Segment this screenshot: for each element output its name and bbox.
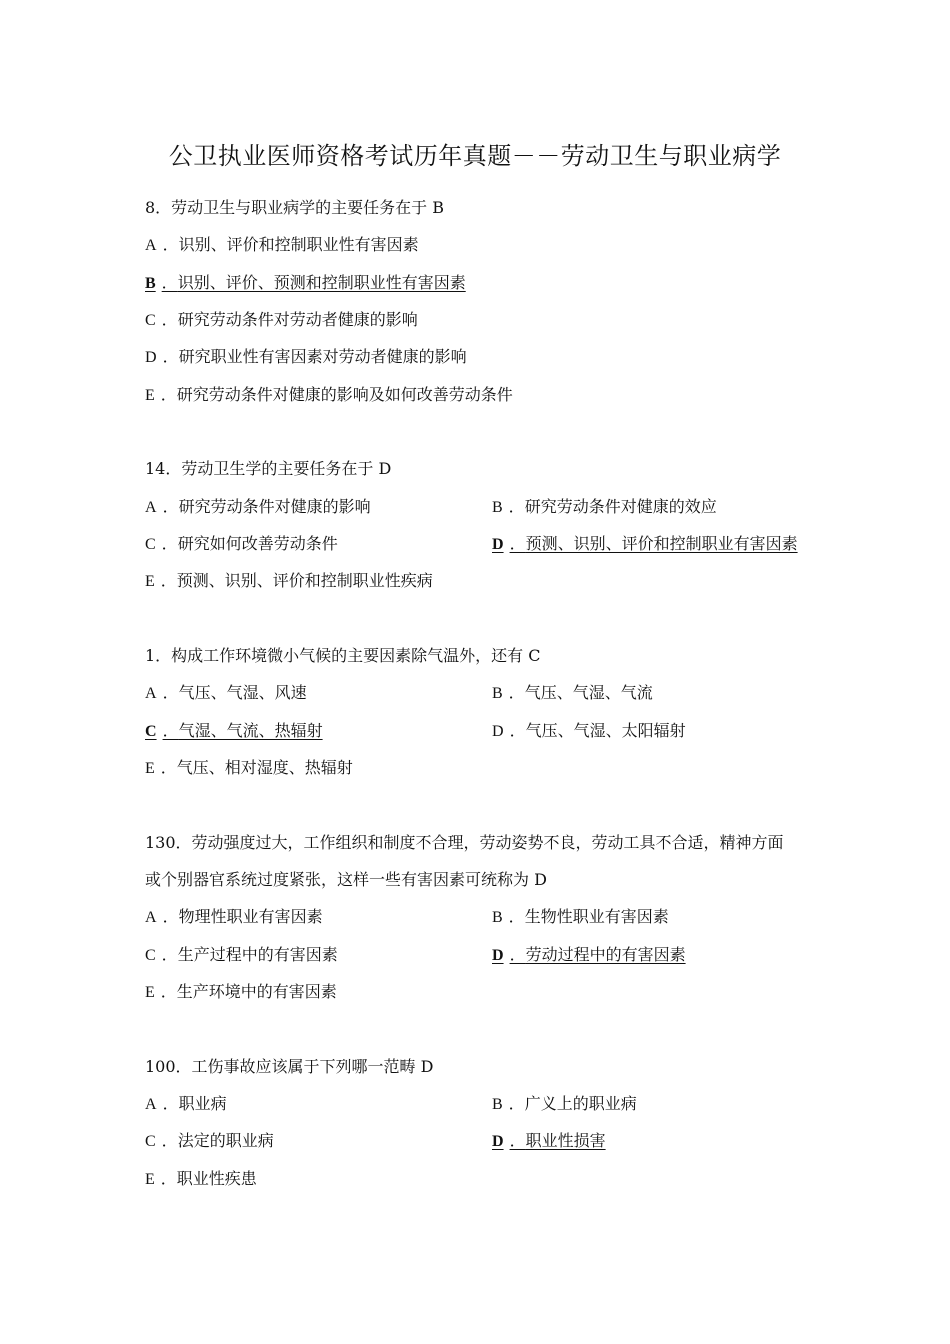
- q14-option-d-correct: D ．预测、识别、评价和控制职业有害因素: [492, 534, 798, 553]
- q100-option-d-correct: D ．职业性损害: [492, 1131, 606, 1150]
- q130-option-a: A ．物理性职业有害因素: [145, 907, 323, 926]
- q100-option-e: E ．职业性疾患: [145, 1169, 257, 1188]
- q14-option-c: C ．研究如何改善劳动条件: [145, 534, 338, 553]
- q1-option-a: A ．气压、气湿、风速: [145, 683, 307, 702]
- question-130-stem-line2: 或个别器官系统过度紧张，这样一些有害因素可统称为 D: [145, 870, 547, 889]
- question-100-stem: 100．工伤事故应该属于下列哪一范畴 D: [145, 1057, 434, 1076]
- q100-option-a: A ．职业病: [145, 1094, 227, 1113]
- q130-option-b: B ．生物性职业有害因素: [492, 907, 669, 926]
- q14-option-a: A ．研究劳动条件对健康的影响: [145, 497, 371, 516]
- q1-option-c-correct: C ．气湿、气流、热辐射: [145, 721, 323, 740]
- q8-option-c: C ．研究劳动条件对劳动者健康的影响: [145, 310, 418, 329]
- q130-option-e: E ．生产环境中的有害因素: [145, 982, 337, 1001]
- q1-option-d: D ．气压、气湿、太阳辐射: [492, 721, 686, 740]
- question-130-stem-line1: 130．劳动强度过大，工作组织和制度不合理，劳动姿势不良，劳动工具不合适，精神方面: [145, 833, 784, 852]
- q130-option-d-correct: D ．劳动过程中的有害因素: [492, 945, 686, 964]
- question-8-stem: 8．劳动卫生与职业病学的主要任务在于 B: [145, 198, 445, 217]
- q100-option-c: C ．法定的职业病: [145, 1131, 274, 1150]
- q8-option-d: D ．研究职业性有害因素对劳动者健康的影响: [145, 347, 467, 366]
- q1-option-b: B ．气压、气湿、气流: [492, 683, 653, 702]
- document-title: 公卫执业医师资格考试历年真题－－劳动卫生与职业病学: [168, 142, 782, 170]
- q130-option-c: C ．生产过程中的有害因素: [145, 945, 338, 964]
- q14-option-b: B ．研究劳动条件对健康的效应: [492, 497, 717, 516]
- question-1-stem: 1．构成工作环境微小气候的主要因素除气温外，还有 C: [145, 646, 541, 665]
- q1-option-e: E ．气压、相对湿度、热辐射: [145, 758, 353, 777]
- q14-option-e: E ．预测、识别、评价和控制职业性疾病: [145, 571, 433, 590]
- q8-option-e: E ．研究劳动条件对健康的影响及如何改善劳动条件: [145, 385, 513, 404]
- q8-option-b-correct: B ．识别、评价、预测和控制职业性有害因素: [145, 273, 466, 292]
- q100-option-b: B ．广义上的职业病: [492, 1094, 637, 1113]
- q8-option-a: A ．识别、评价和控制职业性有害因素: [145, 235, 419, 254]
- question-14-stem: 14．劳动卫生学的主要任务在于 D: [145, 459, 392, 478]
